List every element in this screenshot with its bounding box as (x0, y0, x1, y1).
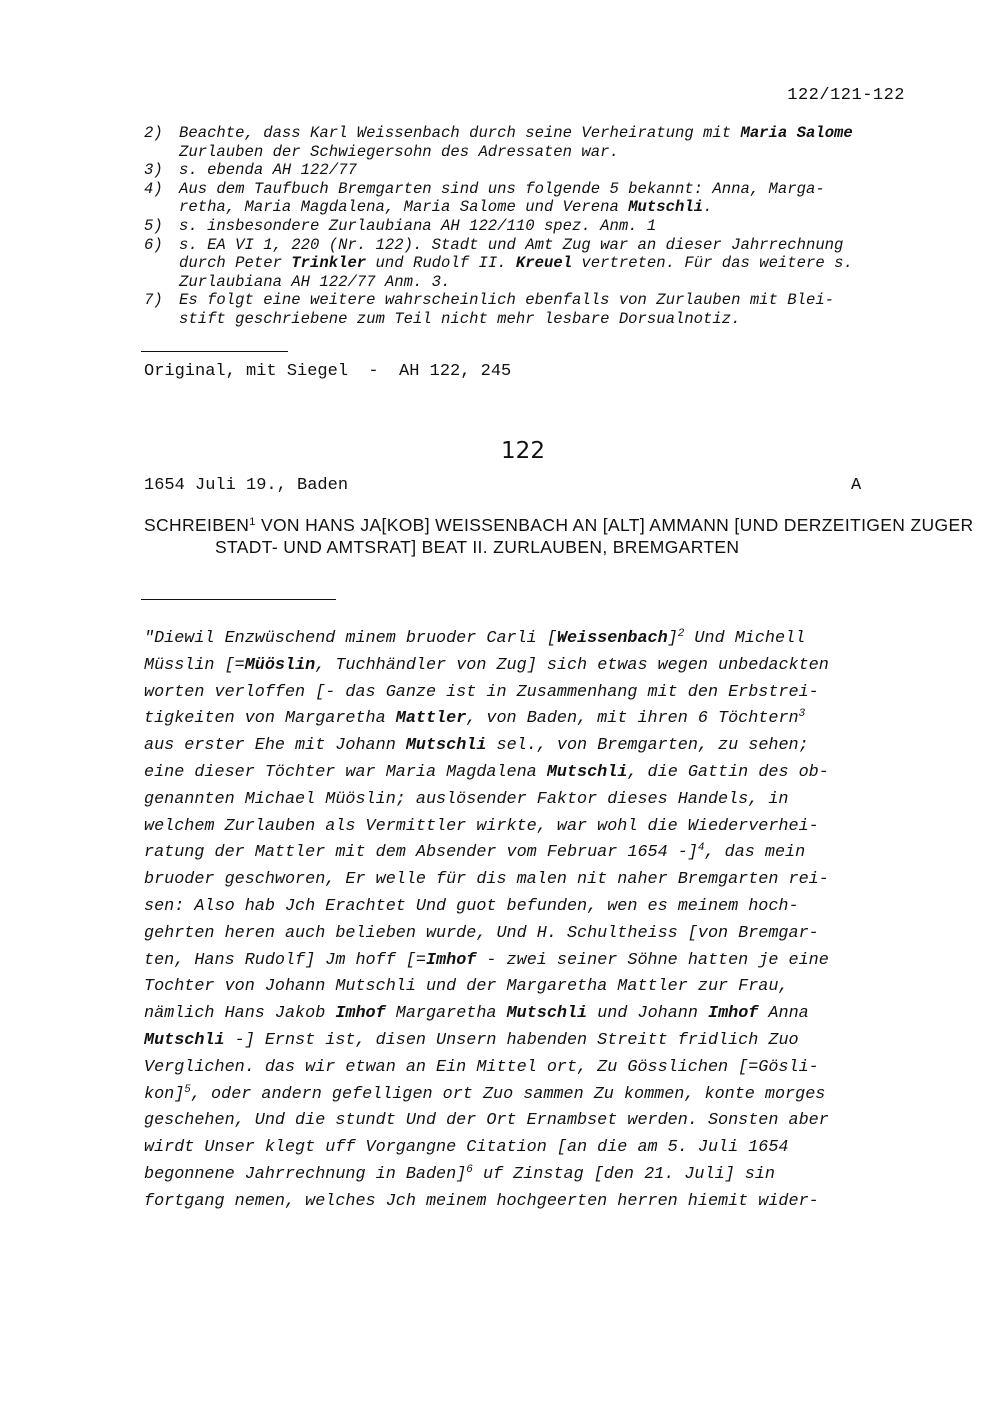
text-line: kon]$^5$, oder andern gefelligen ort Zuo sammen Zu kommen, konte morges (144, 1083, 826, 1104)
footnote-text: Aus dem Taufbuch Bremgarten sind uns folgende 5 bekannt: Anna, Marga- retha, Maria Magdalena, Maria Salome und Verena Mutschli. (179, 179, 825, 217)
text-line: sen: Also hab Jch Erachtet Und guot befunden, wen es meinem hoch- (144, 896, 799, 916)
text-line: ratung der Mattler mit dem Absender vom Februar 1654 -]$^4$, das mein (144, 842, 806, 863)
text-line: tigkeiten von Margaretha Mattler, von Baden, mit ihren 6 Töchtern$^3$ (144, 708, 806, 729)
footnote-number: 2) (144, 124, 163, 142)
divider (141, 599, 336, 600)
text-line: begonnene Jahrrechnung in Baden]$^6$ uf Zinstag [den 21. Juli] sin (144, 1163, 775, 1184)
document-number: 122 (501, 438, 545, 464)
source-reference: Original, mit Siegel - AH 122, 245 (144, 362, 512, 381)
footnote (144, 180, 919, 217)
text-line: geschehen, Und die stundt Und der Ort Ernambset werden. Sonsten aber (144, 1111, 829, 1131)
footnote-number: 6) (144, 235, 163, 254)
date-place: 1654 Juli 19., Baden (144, 476, 349, 495)
text-line: genannten Michael Müöslin; auslösender Faktor dieses Handels, in (144, 789, 789, 809)
text-line: "Diewil Enzwüschend minem bruoder Carli [Weissenbach]$^2$ Und Michell (144, 628, 806, 648)
footnote-text: Es folgt eine weitere wahrscheinlich ebenfalls von Zurlauben mit Blei- stift geschriebene zum Teil nicht mehr lesbare Dorsualnotiz. (179, 291, 835, 328)
footnote-text: Beachte, dass Karl Weissenbach durch seine Verheiratung mit Maria Salome Zurlauben der Schwiegersohn des Adressaten war. (179, 124, 853, 161)
text-line: welchem Zurlauben als Vermittler wirkte, war wohl die Wiederverhei- (144, 816, 819, 836)
text-line: gehrten heren auch belieben wurde, Und H. Schultheiss [von Bremgar- (144, 923, 819, 943)
footnote (144, 161, 919, 180)
text-line: fortgang nemen, welches Jch meinem hochgeerten herren hiemit wider- (144, 1191, 819, 1211)
text-line: Müsslin [=Müöslin, Tuchhändler von Zug] sich etwas wegen unbedackten (144, 655, 829, 675)
footnote (144, 291, 919, 328)
text-line: nämlich Hans Jakob Imhof Margaretha Mutschli und Johann Imhof Anna (144, 1004, 809, 1024)
text-line: ten, Hans Rudolf] Jm hoff [=Imhof - zwei seiner Söhne hatten je eine (144, 950, 829, 970)
text-line: Verglichen. das wir etwan an Ein Mittel ort, Zu Gösslichen [=Gösli- (144, 1057, 819, 1077)
footnote-number: 7) (144, 291, 163, 310)
footnote (144, 236, 919, 292)
footnote-number: 5) (144, 216, 163, 235)
footnote-text: s. ebenda AH 122/77 (179, 161, 357, 180)
footnote (144, 124, 919, 161)
footnote-text: s. EA VI 1, 220 (Nr. 122). Stadt und Amt Zug war an dieser Jahrrechnung durch Peter Trinkler und Rudolf II. Kreuel vertreten. Für das weitere s. Zurlaubiana AH 122/77 Anm. 3. (179, 235, 853, 291)
footnote-number: 3) (144, 161, 163, 180)
text-line: bruoder geschworen, Er welle für dis malen nit naher Bremgarten rei- (144, 870, 829, 890)
letter-body (144, 626, 934, 1216)
document-title: SCHREIBEN$^1$ VON HANS JA[KOB] WEISSENBACH AN [ALT] AMMANN [UND DERZEITIGEN ZUGER STADT- UND AMTSRAT] BEAT II. ZURLAUBEN, BREMGARTEN (144, 515, 974, 557)
footnote-number: 4) (144, 179, 163, 198)
text-line: eine dieser Töchter war Maria Magdalena Mutschli, die Gattin des ob- (144, 762, 829, 782)
text-line: wirdt Unser klegt uff Vorgangne Citation [an die am 5. Juli 1654 (144, 1138, 789, 1158)
footnotes-section (144, 124, 919, 329)
page-reference: 122/121-122 (787, 86, 905, 105)
text-line: aus erster Ehe mit Johann Mutschli sel., von Bremgarten, zu sehen; (144, 736, 809, 756)
footnote (144, 217, 919, 236)
divider (141, 351, 288, 352)
text-line: Tochter von Johann Mutschli und der Margaretha Mattler zur Frau, (144, 977, 789, 997)
text-line: Mutschli -] Ernst ist, disen Unsern habenden Streitt fridlich Zuo (144, 1030, 799, 1050)
footnote-text: s. insbesondere Zurlaubiana AH 122/110 spez. Anm. 1 (179, 216, 657, 235)
text-line: worten verloffen [- das Ganze ist in Zusammenhang mit den Erbstrei- (144, 682, 819, 702)
document-type: A (851, 476, 862, 495)
